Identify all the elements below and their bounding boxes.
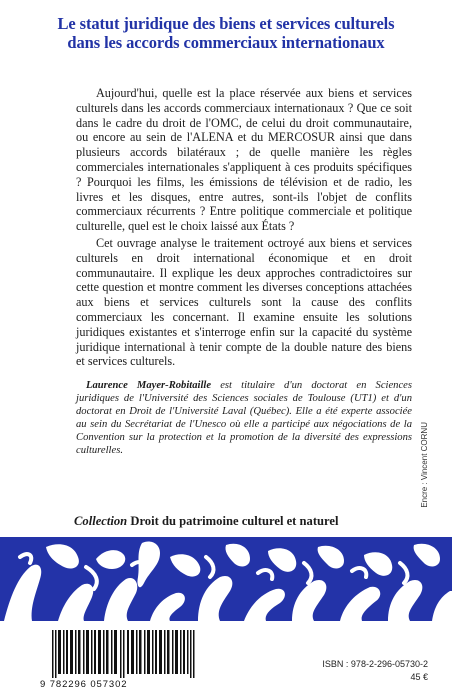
author-bio [76, 380, 412, 457]
isbn-number: ISBN : 978-2-296-05730-2 [322, 659, 428, 669]
title-line-1: Le statut juridique des biens et services culturels [57, 14, 395, 33]
ink-figures-illustration [0, 537, 452, 621]
collection-line [74, 514, 444, 529]
title-line-2: dans les accords commerciaux internationaux [67, 33, 385, 52]
barcode [40, 628, 208, 690]
author-bio-text: est titulaire d'un doctorat en Sciences juridiques de l'Université des Sciences sociales de Toulouse (UT1) et d'un doctorat en Droit de l'Université Laval (Québec). Elle a été experte associée au sein du Secrétariat de l'Unesco où elle a participé aux négociations de la Convention sur la protection et la promotion de la diversité des expressions culturelles. [76, 380, 412, 456]
isbn-block [322, 658, 428, 684]
author-name: Laurence Mayer-Robitaille [86, 380, 212, 391]
collection-label: Collection [74, 514, 128, 528]
barcode-digits: 9 782296 057302 [40, 679, 128, 690]
summary-paragraph-1: Aujourd'hui, quelle est la place réservée aux biens et services culturels dans les accords commerciaux internationaux ? Que ce soit dans le cadre du droit de l'OMC, de celui du droit communautaire, ou encore au sein de l'ALENA et du MERCOSUR ainsi que dans plusieurs accords bilatéraux ; de quelle manière les règles commerciales internationales s'appliquent à ces produits spécifiques ? Pourquoi les films, les émissions de télévision et de radio, les livres et les disques, entre autres, sont-ils l'objet de conflits commerciaux récurrents ? Entre politique commerciale et politique culturelle, quel est le choix laissé aux États ? [76, 86, 412, 234]
barcode-bars [52, 630, 196, 678]
illustration-credit: Encre : Vincent CORNU [420, 422, 429, 508]
ink-illustration-band [0, 537, 452, 621]
book-title [20, 14, 432, 52]
collection-name: Droit du patrimoine culturel et naturel [130, 514, 339, 528]
summary-paragraph-2: Cet ouvrage analyse le traitement octroyé aux biens et services culturels en droit international économique et en droit communautaire. Il explique les deux approches contradictoires sur cette question et montre comment les diverses conceptions attachées aux biens et services culturels sont la cause des conflits commerciaux les concernant. Il examine ensuite les solutions juridiques existantes et s'interroge enfin sur la capacité du système juridique international à tenir compte de la double nature des biens et services culturels. [76, 236, 412, 369]
price: 45 € [410, 672, 428, 682]
